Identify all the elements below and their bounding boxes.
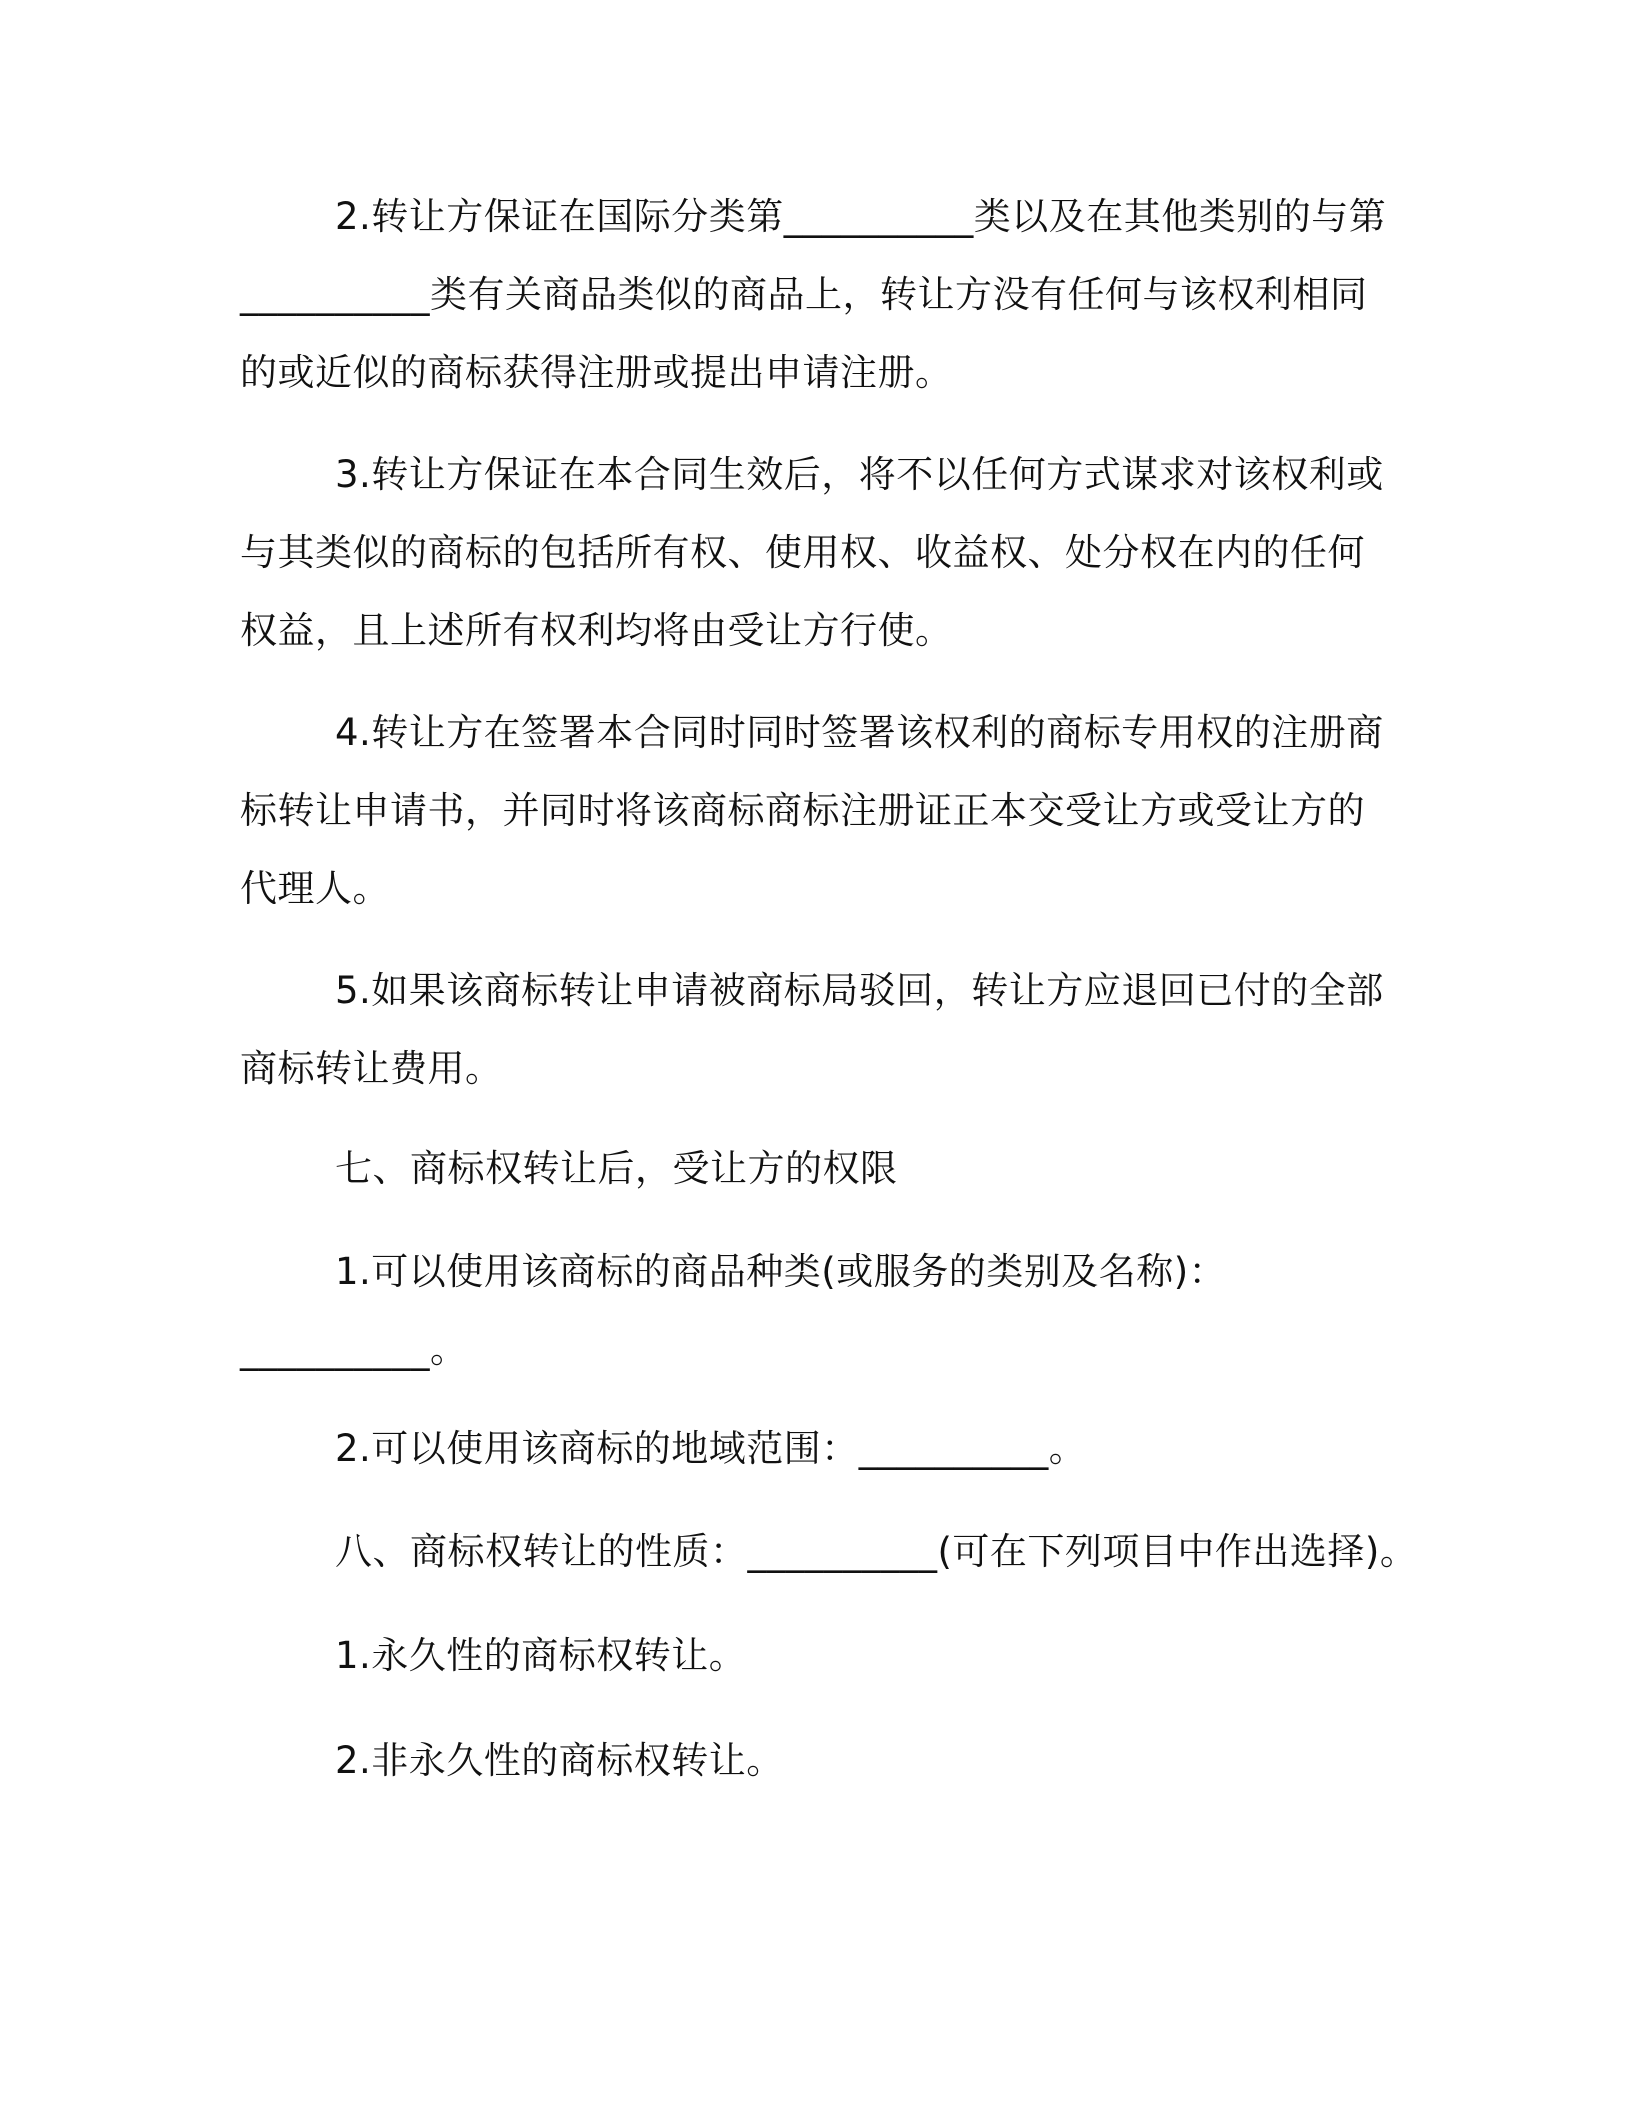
text-line: 1.可以使用该商标的商品种类(或服务的类别及名称)：: [335, 1250, 1227, 1293]
text-line: 2.非永久性的商标权转让。: [335, 1739, 784, 1782]
heading-text: 七、商标权转让后，受让方的权限: [335, 1147, 898, 1190]
paragraph-clause-5: [240, 952, 1390, 1108]
paragraph-section-8-item-1: [240, 1617, 1390, 1695]
section-heading-8: [240, 1513, 1418, 1591]
text-line: 2.转让方保证在国际分类第__________类以及在其他类别的与第: [335, 195, 1387, 238]
paragraph-clause-2: [240, 178, 1390, 412]
text-line: 标转让申请书，并同时将该商标商标注册证正本交受让方或受让方的: [240, 789, 1365, 832]
paragraph-section-7-item-1: [240, 1233, 1390, 1389]
paragraph-clause-4: [240, 694, 1390, 928]
text-line: 代理人。: [240, 867, 390, 910]
text-line: 1.永久性的商标权转让。: [335, 1634, 747, 1677]
text-line: 的或近似的商标获得注册或提出申请注册。: [240, 351, 953, 394]
text-line: __________。: [240, 1328, 468, 1371]
text-line: 4.转让方在签署本合同时同时签署该权利的商标专用权的注册商: [335, 711, 1384, 754]
text-line: __________类有关商品类似的商品上，转让方没有任何与该权利相同: [240, 273, 1368, 316]
text-line: 2.可以使用该商标的地域范围：__________。: [335, 1427, 1087, 1470]
heading-text: 八、商标权转让的性质：__________(可在下列项目中作出选择)。: [335, 1530, 1418, 1573]
paragraph-section-8-item-2: [240, 1722, 1390, 1800]
text-line: 商标转让费用。: [240, 1047, 503, 1090]
paragraph-clause-3: [240, 436, 1390, 670]
text-line: 与其类似的商标的包括所有权、使用权、收益权、处分权在内的任何: [240, 531, 1365, 574]
text-line: 5.如果该商标转让申请被商标局驳回，转让方应退回已付的全部: [335, 969, 1384, 1012]
section-heading-7: [240, 1130, 1390, 1208]
text-line: 3.转让方保证在本合同生效后，将不以任何方式谋求对该权利或: [335, 453, 1384, 496]
text-line: 权益，且上述所有权利均将由受让方行使。: [240, 609, 953, 652]
paragraph-section-7-item-2: [240, 1410, 1390, 1488]
